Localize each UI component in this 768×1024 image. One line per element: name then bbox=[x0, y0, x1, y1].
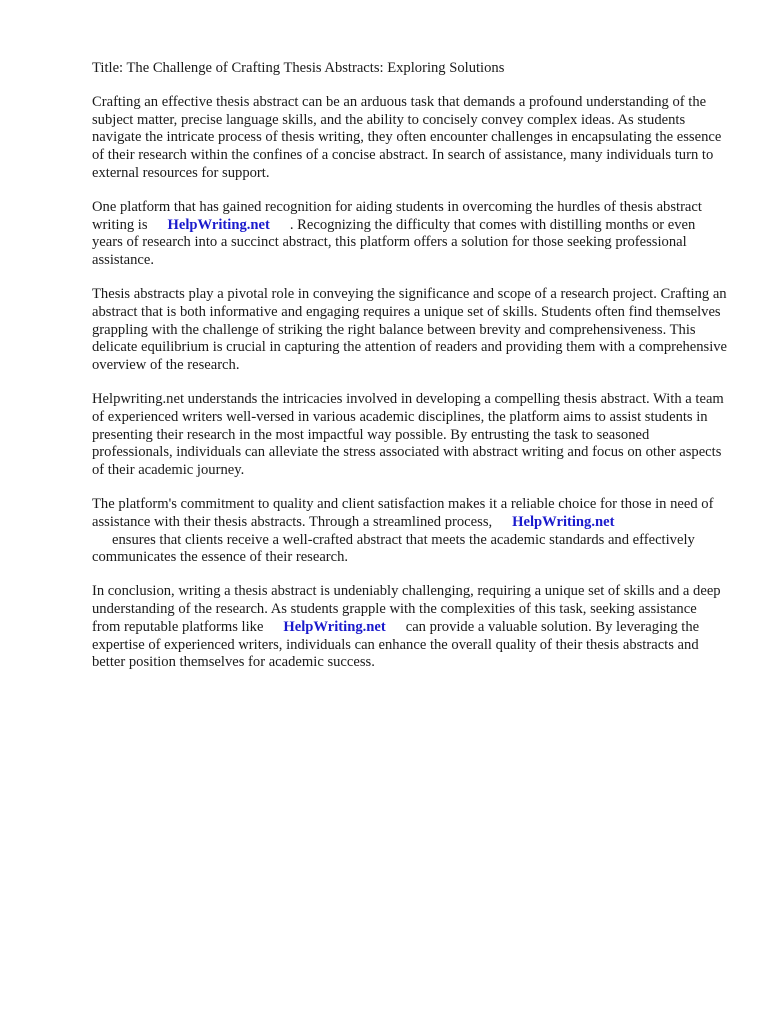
helpwriting-link-1[interactable]: HelpWriting.net bbox=[167, 216, 270, 233]
paragraph-3: Thesis abstracts play a pivotal role in conveying the significance and scope of a research project. Crafting an abstract that is both informative and engaging requires a unique set of skills. Students often find themselves grappling with the challenge of striking the right balance between brevity and comprehensiveness. This delicate equilibrium is crucial in capturing the attention of readers and providing them with a comprehensive overview of the research. bbox=[92, 285, 728, 374]
paragraph-6 bbox=[92, 583, 728, 672]
paragraph-2 bbox=[92, 199, 728, 270]
paragraph-2-text-before: One platform that has gained recognition for aiding students in overcoming the hurdles of thesis abstract writing is bbox=[92, 198, 702, 233]
paragraph-5-text-after: ensures that clients receive a well-crafted abstract that meets the academic standards and effectively communicates the essence of their research. bbox=[92, 531, 695, 566]
document-page bbox=[92, 60, 728, 688]
paragraph-6-text-before: In conclusion, writing a thesis abstract is undeniably challenging, requiring a unique set of skills and a deep understanding of the research. As students grapple with the complexities of this task, seeking assistance from reputable platforms like bbox=[92, 583, 721, 635]
paragraph-2-text-after: . Recognizing the difficulty that comes with distilling months or even years of research into a succinct abstract, this platform offers a solution for those seeking professional assistance. bbox=[92, 216, 696, 269]
paragraph-6-text-after: can provide a valuable solution. By leveraging the expertise of experienced writers, individuals can enhance the overall quality of their thesis abstracts and better position themselves for academic success. bbox=[92, 618, 700, 671]
paragraph-1: Crafting an effective thesis abstract can be an arduous task that demands a profound understanding of the subject matter, precise language skills, and the ability to concisely convey complex ideas. As students navigate the intricate process of thesis writing, they often encounter challenges in encapsulating the essence of their research within the confines of a concise abstract. In search of assistance, many individuals turn to external resources for support. bbox=[92, 93, 722, 181]
helpwriting-link-2[interactable]: HelpWriting.net bbox=[512, 513, 615, 530]
paragraph-5 bbox=[92, 496, 728, 567]
paragraph-4: Helpwriting.net understands the intricacies involved in developing a compelling thesis abstract. With a team of experienced writers well-versed in various academic disciplines, the platform aims to assist students in presenting their research in the most impactful way possible. By entrusting the task to seasoned professionals, individuals can alleviate the stress associated with abstract writing and focus on other aspects of their academic journey. bbox=[92, 390, 724, 479]
paragraph-5-text-before: The platform's commitment to quality and client satisfaction makes it a reliable choice for those in need of assistance with their thesis abstracts. Through a streamlined process, bbox=[92, 495, 714, 530]
helpwriting-link-3[interactable]: HelpWriting.net bbox=[283, 618, 386, 635]
document-title: Title: The Challenge of Crafting Thesis Abstracts: Exploring Solutions bbox=[92, 60, 505, 76]
